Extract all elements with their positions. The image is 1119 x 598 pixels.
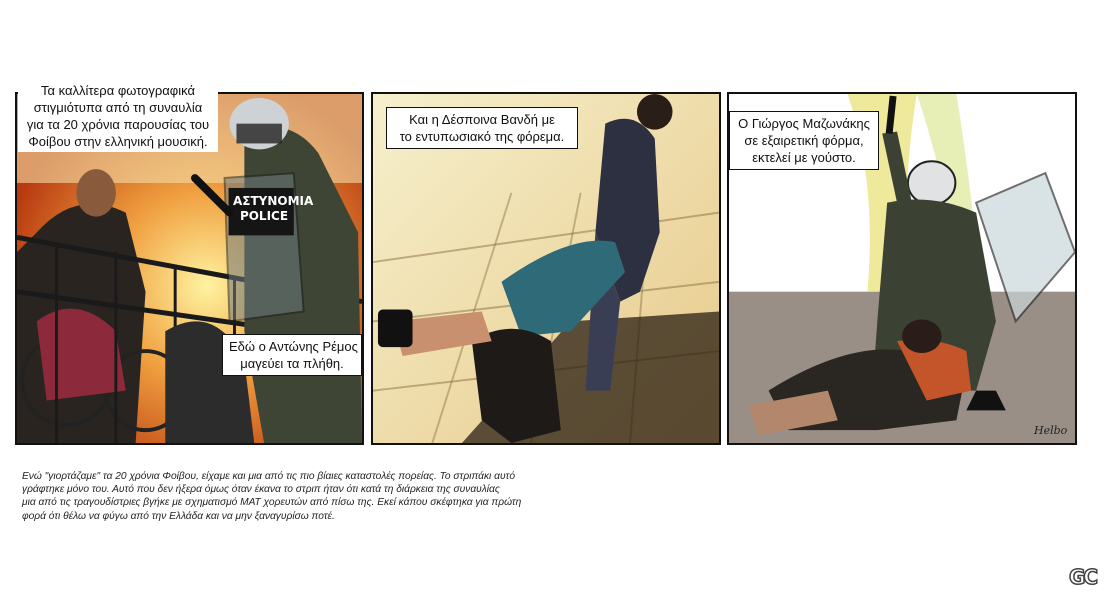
gc-logo: GC: [1069, 565, 1097, 589]
caption-line: Και η Δέσποινα Βανδή με: [409, 112, 555, 127]
caption-panel-3: [729, 111, 879, 170]
shield-label-line: POLICE: [239, 209, 289, 223]
caption-line: το εντυπωσιακό της φόρεμα.: [399, 129, 565, 144]
caption-line: Φοίβου στην ελληνική μουσική.: [28, 134, 208, 149]
footnote-text: [22, 470, 592, 523]
caption-line: Εδώ ο Αντώνης Ρέμος: [229, 339, 358, 354]
caption-line: σε εξαιρετική φόρμα,: [744, 133, 864, 148]
footnote-line: γράφτηκε μόνο του. Αυτό που δεν ήξερα όμως όταν έκανα το στριπ ήταν ότι κατά τη διάρκεια της συναυλίας: [22, 484, 500, 496]
caption-panel-1-bottom: [222, 334, 362, 376]
caption-line: μαγεύει τα πλήθη.: [240, 356, 344, 371]
caption-line: στιγμιότυπα από τη συναυλία: [33, 100, 203, 115]
caption-panel-1: [18, 80, 218, 152]
caption-line: εκτελεί με γούστο.: [752, 150, 856, 165]
footnote-line: Ενώ "γιορτάζαμε" τα 20 χρόνια Φοίβου, είχαμε και μια από τις πιο βίαιες καταστολές πορείας. Το στριπάκι αυτό: [22, 471, 516, 482]
shield-label-line: ΑΣΤΥΝΟΜΙΑ: [233, 194, 314, 208]
caption-panel-2: [386, 107, 578, 149]
caption-line: Ο Γιώργος Μαζωνάκης: [738, 116, 870, 131]
footnote-line: μια από τις τραγουδίστριες βγήκε με σχηματισμό ΜΑΤ χορευτών από πίσω της. Εκεί κάπου σκέφτηκα για πρώτη: [22, 497, 522, 509]
shield-label: [233, 194, 314, 224]
caption-line: Τα καλλίτερα φωτογραφικά: [40, 83, 195, 98]
footnote-line: φορά ότι θέλω να φύγω από την Ελλάδα και να μην ξαναγυρίσω ποτέ.: [22, 510, 335, 522]
artist-signature: Helbo: [1034, 424, 1068, 437]
caption-line: για τα 20 χρόνια παρουσίας του: [26, 117, 210, 132]
